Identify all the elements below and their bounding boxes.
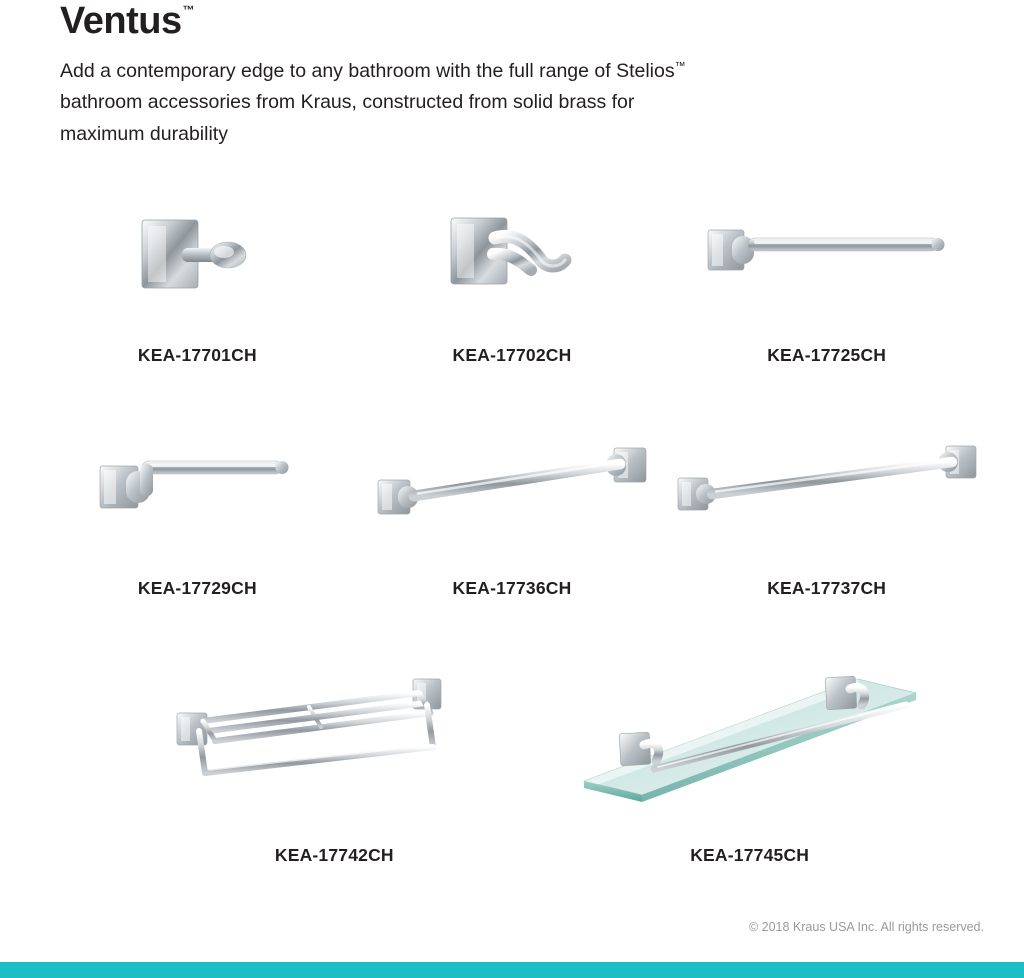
product-cell[interactable] <box>669 428 984 599</box>
product-sku: KEA-17729CH <box>137 577 257 598</box>
double-robe-hook-icon <box>355 203 670 323</box>
brand-name: Ventus <box>60 0 182 42</box>
product-sku: KEA-17745CH <box>690 844 810 865</box>
product-sku: KEA-17701CH <box>137 344 257 365</box>
product-cell[interactable] <box>127 669 542 866</box>
product-cell[interactable] <box>669 203 984 366</box>
intro-line-2: bathroom accessories from Kraus, constructed from solid brass for <box>60 91 635 114</box>
product-cell[interactable] <box>40 428 355 599</box>
product-sku: KEA-17702CH <box>452 344 572 365</box>
product-row-2 <box>40 428 984 599</box>
product-sku: KEA-17737CH <box>767 577 887 598</box>
intro-line-3: maximum durability <box>60 123 228 146</box>
product-sku: KEA-17736CH <box>452 577 572 598</box>
intro-paragraph <box>60 56 960 151</box>
product-cell[interactable] <box>40 203 355 366</box>
towel-bar-short-icon <box>669 203 984 323</box>
towel-rack-shelf-icon <box>127 669 542 819</box>
footer-accent-bar <box>0 962 1024 978</box>
page-header <box>0 0 1024 151</box>
product-sku: KEA-17725CH <box>767 344 887 365</box>
product-row-3 <box>40 669 1014 866</box>
page-title <box>60 0 193 42</box>
product-sku: KEA-17742CH <box>274 844 394 865</box>
towel-bar-30-icon <box>669 428 984 548</box>
product-cell[interactable] <box>355 203 670 366</box>
product-cell[interactable] <box>542 669 957 866</box>
trademark-symbol: ™ <box>182 3 195 17</box>
product-row-1 <box>40 203 984 366</box>
intro-line-1: Add a contemporary edge to any bathroom with the full range of Stelios <box>60 59 675 82</box>
toilet-paper-holder-icon <box>40 428 355 548</box>
product-cell[interactable] <box>355 428 670 599</box>
product-grid <box>0 203 1024 866</box>
stelios-trademark: ™ <box>674 60 686 73</box>
robe-hook-icon <box>40 203 355 323</box>
towel-bar-24-icon <box>355 428 670 548</box>
glass-shelf-icon <box>542 669 957 819</box>
copyright-text: © 2018 Kraus USA Inc. All rights reserved. <box>748 920 984 934</box>
